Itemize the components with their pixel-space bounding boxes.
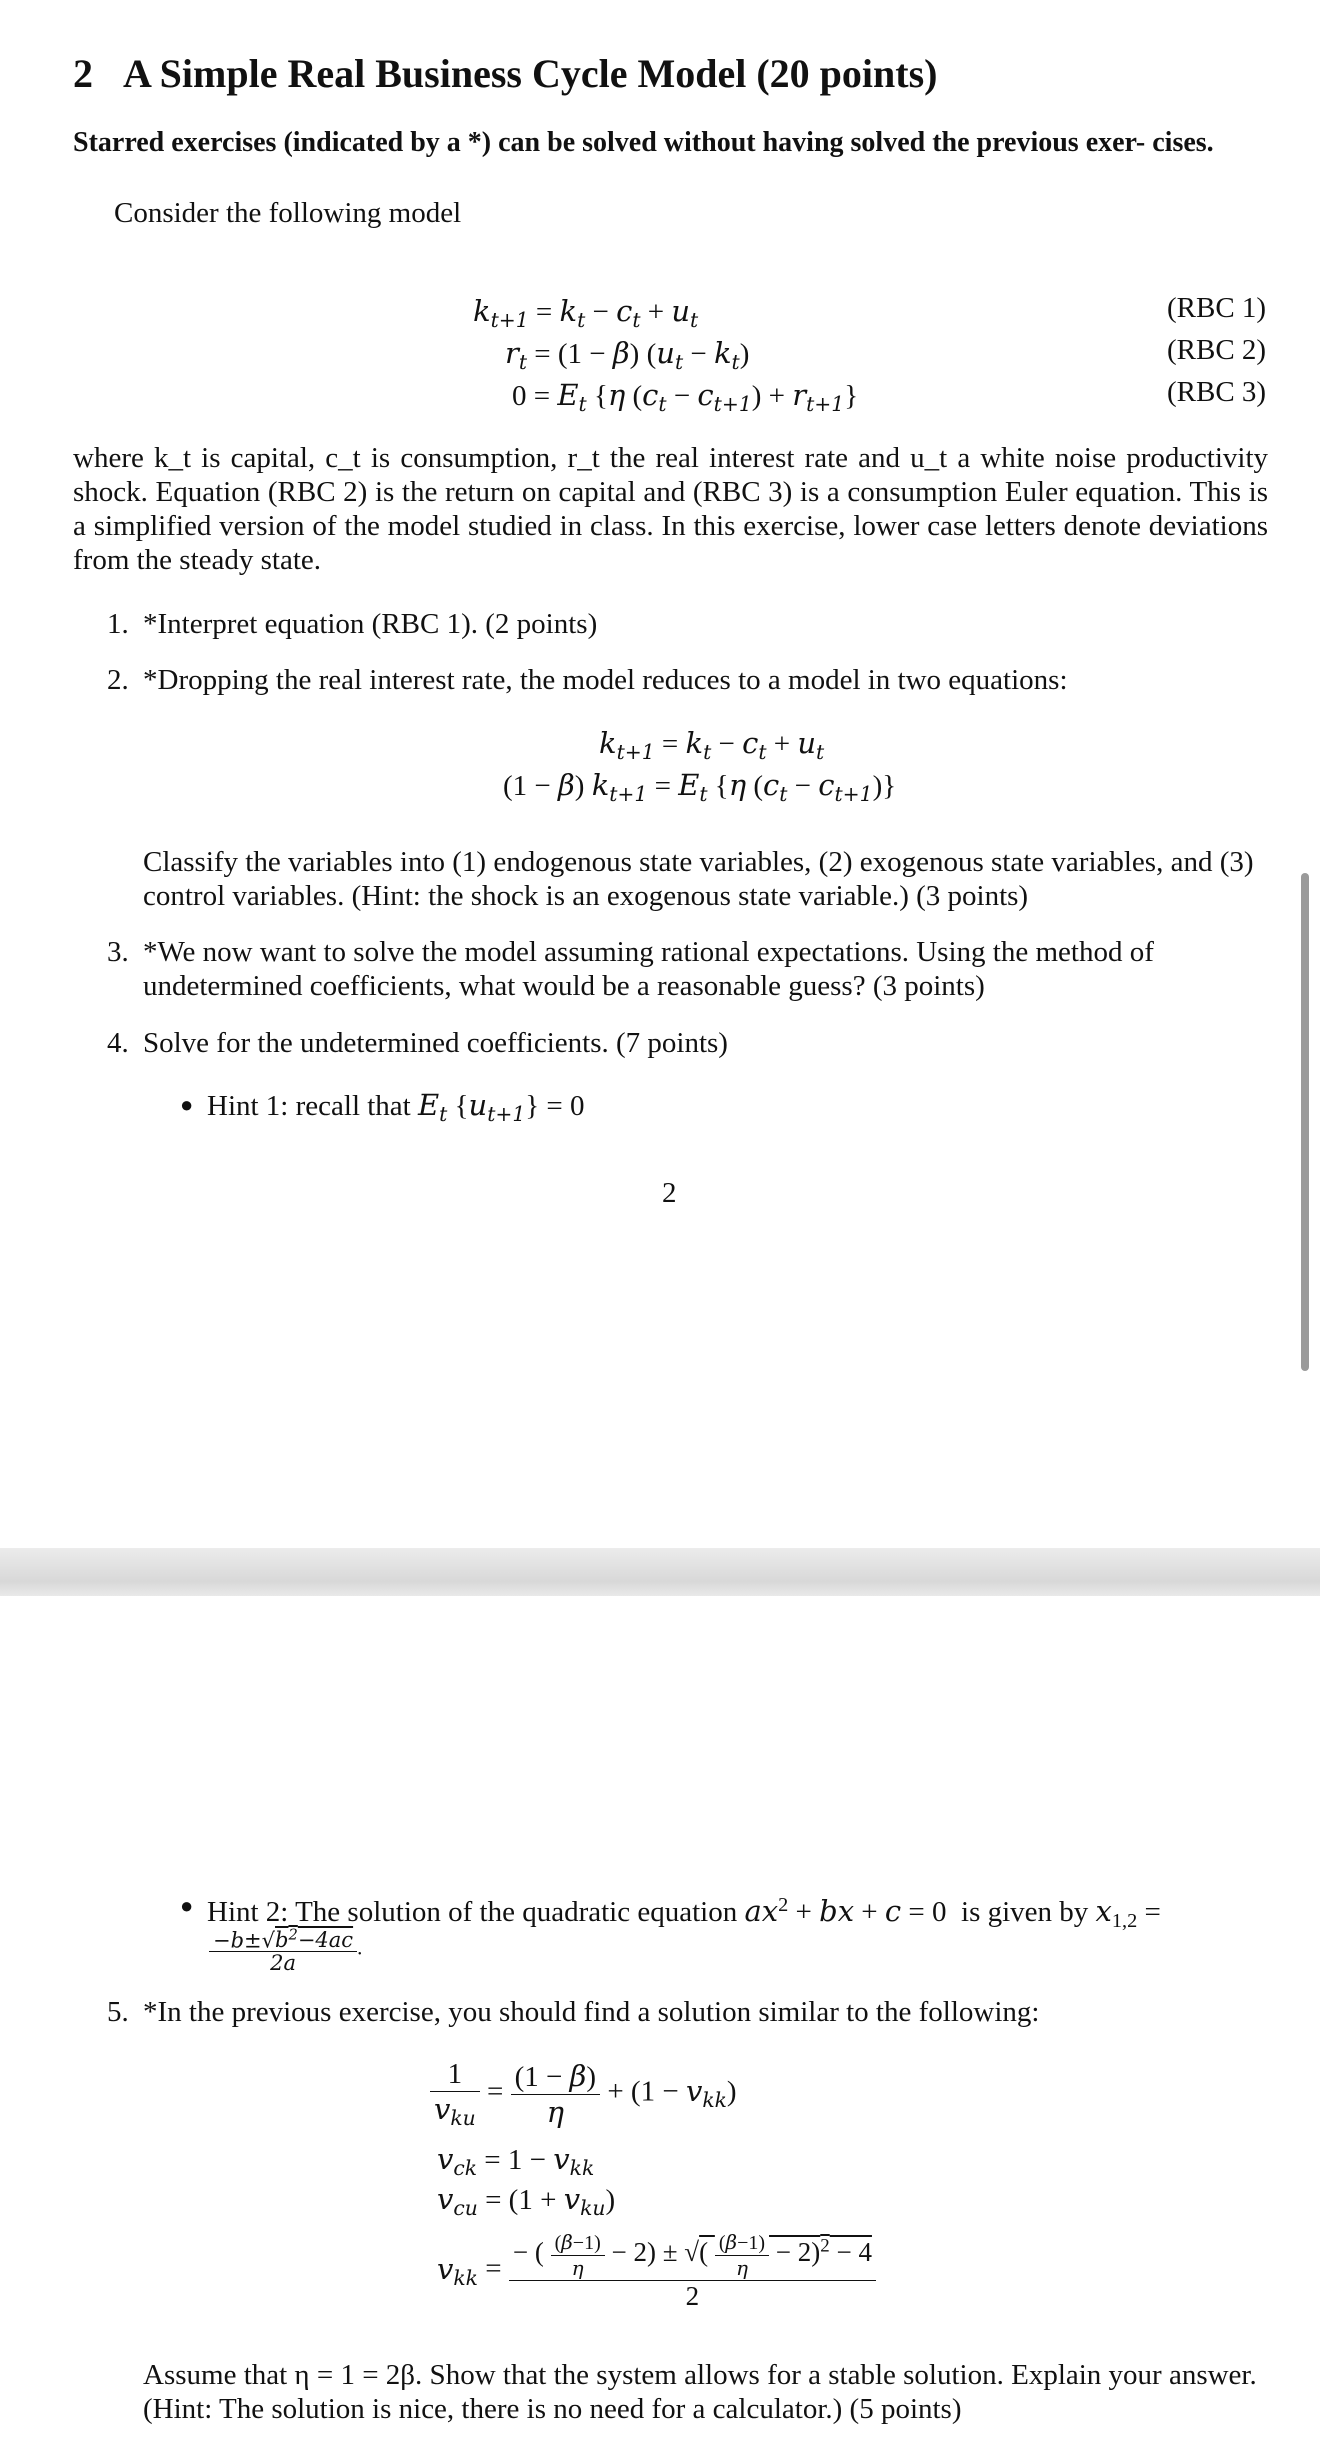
- solution-vcu: $v_{cu} = (1 + v_{ku})$: [437, 2182, 616, 2221]
- tag-rbc2: (RBC 2): [1167, 334, 1267, 366]
- solution-vku: $\frac{1}{v_{ku}}$ = $\frac{(1 - \beta)}{\eta}$ + $(1 - v_{kk})$: [430, 2058, 737, 2130]
- equation-rbc3: $0 = E_t$ {η $(c_t - c_{t+1}) + r_{t+1}$}: [512, 378, 859, 417]
- hint-2-mid: is given by: [961, 1896, 1089, 1929]
- item-5-number: 5.: [107, 1996, 129, 2028]
- equation-rbc1: $k_{t+1} = k_t - c_t + u_t$: [473, 294, 699, 333]
- bullet-hint-1: ●: [180, 1092, 194, 1117]
- item-2-classify: Classify the variables into (1) endogenous state variables, (2) exogenous state variables, and (3) control variables. (Hint: the shock is an exogenous state variable.) (3 points): [143, 846, 1254, 912]
- scrollbar-thumb[interactable]: [1301, 873, 1309, 1371]
- solution-vkk: $v_{kk}$ = − ( $\frac{(\beta-1)}{\eta}$ − 2) ± √( $\frac{(\beta-1)}{\eta}$ − 2)$^2$ − 4 2: [437, 2230, 876, 2312]
- item-3-text: *We now want to solve the model assuming rational expectations. Using the method of undetermined coefficients, what would be a reasonable guess? (3 points): [143, 936, 1154, 1002]
- section-title: A Simple Real Business Cycle Model (20 points): [123, 51, 938, 96]
- hint-2-text: Hint 2: The solution of the quadratic equation: [207, 1896, 738, 1929]
- quadratic-formula: $\frac{-b\pm√b^2-4ac}{2a}$ .: [209, 1925, 362, 1974]
- item-2-number: 2.: [107, 664, 129, 696]
- solution-vck: $v_{ck} = 1 - v_{kk}$: [437, 2142, 595, 2181]
- item-3-number: 3.: [107, 936, 129, 968]
- starred-note: [73, 126, 1273, 160]
- item-2-text: *Dropping the real interest rate, the model reduces to a model in two equations:: [143, 664, 1068, 696]
- equation-rbc2: $r_t = (1 - \beta) (u_t - k_t)$: [505, 336, 750, 375]
- reduced-equation-1: $k_{t+1} = k_t - c_t + u_t$: [599, 726, 825, 765]
- tag-rbc3: (RBC 3): [1167, 376, 1267, 408]
- hint-1-text: Hint 1: recall that: [207, 1090, 411, 1122]
- item-1-number: 1.: [107, 608, 129, 640]
- description-paragraph: where k_t is capital, c_t is consumption, r_t the real interest rate and u_t a white noise productivity shock. Equation (RBC 2) is the return on capital and (RBC 3) is a consumption Euler equation. This is a simplified version of the model studied in class. In this exercise, lower case letters denote deviations from the steady state.: [73, 442, 1268, 576]
- bullet-hint-2: ●: [180, 1893, 194, 1918]
- reduced-equation-2: (1 − β) $k_{t+1} = E_t$ {η $(c_t - c_{t+1})$}: [503, 768, 897, 807]
- tag-rbc1: (RBC 1): [1167, 292, 1267, 324]
- final-question: Assume that η = 1 = 2β. Show that the system allows for a stable solution. Explain your answer. (Hint: The solution is nice, there is no need for a calculator.) (5 points): [143, 2359, 1257, 2425]
- item-1-text: *Interpret equation (RBC 1). (2 points): [143, 608, 598, 640]
- item-4-text: Solve for the undetermined coefficients. (7 points): [143, 1027, 728, 1059]
- page-number: 2: [662, 1177, 677, 1209]
- item-4-number: 4.: [107, 1027, 129, 1059]
- section-heading: [73, 50, 937, 97]
- hint-2: Hint 2: The solution of the quadratic equation $ax^2$ + bx + c = 0 is given by $x_{1,2}$ =: [207, 1894, 1161, 1933]
- page-divider: [0, 1548, 1320, 1596]
- section-number: 2: [73, 51, 93, 96]
- starred-note-text: Starred exercises (indicated by a *) can be solved without having solved the previous exer- cises.: [73, 127, 1214, 158]
- hint-1: Hint 1: recall that $E_t$ $\{u_{t+1}\} = 0$: [207, 1088, 585, 1127]
- consider-line: Consider the following model: [114, 197, 462, 229]
- item-5-text: *In the previous exercise, you should find a solution similar to the following:: [143, 1996, 1040, 2028]
